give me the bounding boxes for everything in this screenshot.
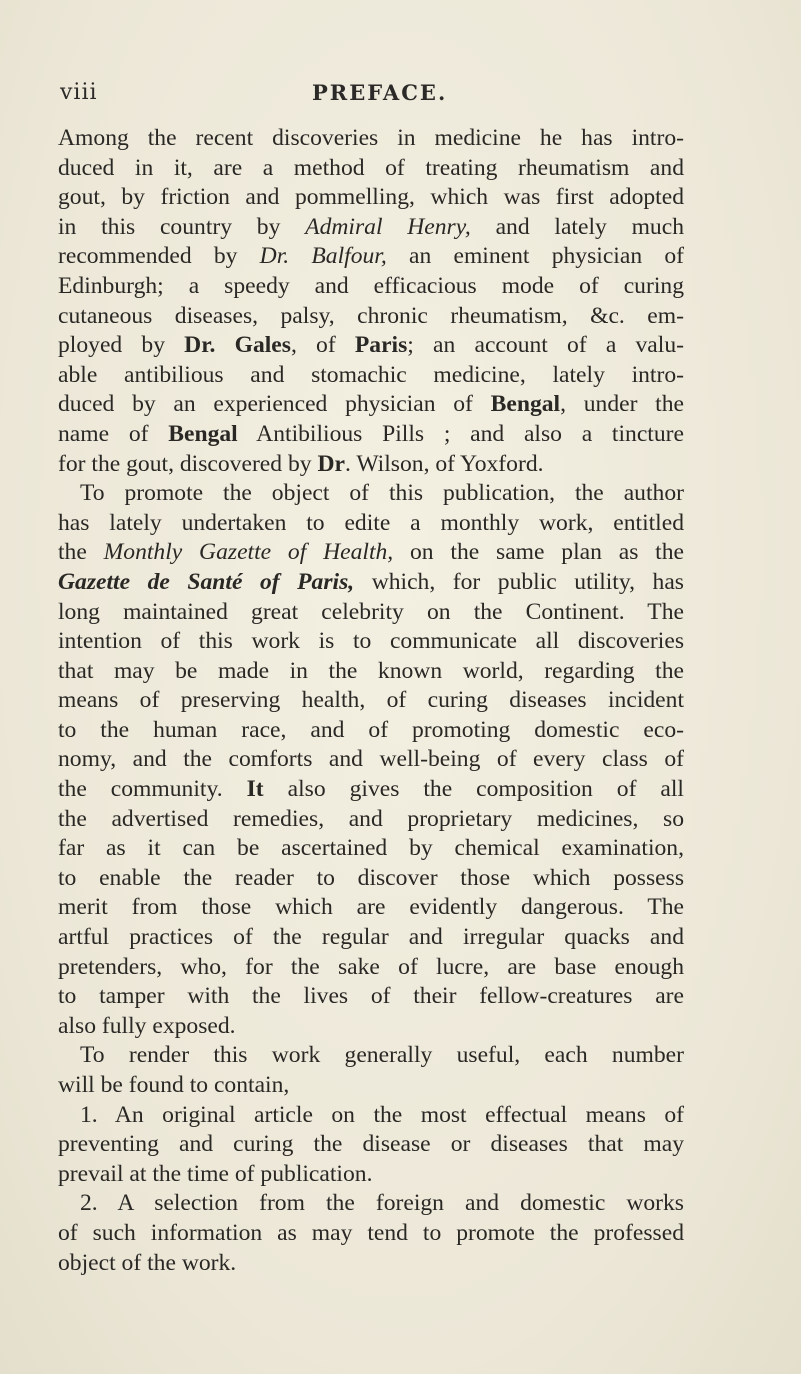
text-segment: name of: [58, 420, 169, 447]
text-segment: prevail at the time of publication.: [58, 1160, 373, 1187]
text-segment: , under the: [560, 391, 684, 418]
text-segment: an eminent physician of: [386, 243, 684, 270]
text-line: [58, 598, 684, 628]
text-segment: will be found to contain,: [58, 1072, 290, 1098]
text-segment: Gazette de Santé of Paris,: [58, 568, 355, 595]
page-number: viii: [60, 80, 98, 105]
text-segment: recommended by: [58, 243, 260, 270]
body-text: [58, 124, 684, 1278]
text-segment: the community.: [58, 776, 247, 803]
text-segment: and lately much: [470, 213, 684, 240]
text-segment: the: [58, 539, 104, 566]
running-head: PREFACE.: [312, 80, 448, 105]
text-segment: Dr. Balfour,: [259, 243, 387, 270]
page-header: [60, 80, 700, 120]
text-line: [58, 124, 684, 154]
text-segment: Admiral Henry,: [305, 213, 471, 240]
text-segment: able antibilious and stomachic medicine, lately intro-: [58, 361, 684, 388]
text-segment: Bengal: [168, 420, 238, 447]
text-segment: Dr: [317, 450, 345, 477]
text-segment: of such information as may tend to promote the professed: [58, 1219, 684, 1246]
text-segment: ; an account of a valu-: [407, 332, 684, 359]
text-segment: cutaneous diseases, palsy, chronic rheumatism, &c. em-: [58, 302, 684, 329]
text-segment: Edinburgh; a speedy and efficacious mode of curing: [58, 272, 684, 299]
text-segment: Paris: [354, 332, 408, 359]
text-line: [58, 361, 684, 391]
text-segment: 2. A selection from the foreign and domestic works: [80, 1190, 684, 1217]
text-line: [58, 982, 684, 1012]
text-segment: Bengal: [490, 391, 561, 418]
text-segment: To promote the object of this publication, the author: [80, 480, 684, 507]
text-line: [58, 331, 684, 361]
text-segment: ployed by: [58, 332, 185, 359]
text-segment: Dr. Gales: [184, 332, 291, 359]
text-line: [58, 213, 684, 243]
text-segment: artful practices of the regular and irregular quacks and: [58, 924, 684, 951]
text-line: [58, 1249, 684, 1279]
text-line: [58, 390, 684, 420]
text-line: [58, 450, 684, 480]
text-segment: . Wilson, of Yoxford.: [344, 450, 544, 477]
text-segment: , of: [290, 332, 355, 359]
text-segment: to the human race, and of promoting domestic eco-: [58, 716, 684, 743]
text-segment: merit from those which are evidently dangerous. The: [58, 894, 684, 921]
text-line: [58, 272, 684, 302]
text-segment: has lately undertaken to edite a monthly work, entitled: [58, 509, 684, 536]
text-line: [58, 538, 684, 568]
text-segment: for the gout, discovered by: [58, 450, 318, 477]
text-segment: Antibilious Pills ; and also a tincture: [237, 420, 684, 447]
text-line: [58, 1219, 684, 1249]
text-segment: also fully exposed.: [58, 1012, 236, 1039]
text-line: [58, 953, 684, 983]
text-line: [58, 1130, 684, 1160]
text-line: [58, 657, 684, 687]
text-segment: in this country by: [58, 213, 306, 240]
text-line: [58, 864, 684, 894]
text-segment: intention of this work is to communicate all discoveries: [58, 628, 684, 655]
text-line: [58, 893, 684, 923]
text-segment: to enable the reader to discover those which possess: [58, 864, 684, 891]
text-segment: the advertised remedies, and proprietary medicines, so: [58, 805, 684, 832]
text-line: [58, 183, 684, 213]
text-line: [58, 302, 684, 332]
text-segment: long maintained great celebrity on the Continent. The: [58, 598, 684, 625]
text-line: [58, 1101, 684, 1131]
text-segment: preventing and curing the disease or diseases that may: [58, 1131, 684, 1158]
text-segment: Monthly Gazette of Health,: [103, 539, 394, 566]
text-line: [58, 627, 684, 657]
text-line: [58, 1160, 684, 1190]
text-line: [58, 242, 684, 272]
text-segment: far as it can be ascertained by chemical examination,: [58, 835, 684, 862]
text-segment: It: [246, 776, 264, 803]
text-line: [58, 1041, 684, 1071]
text-line: [58, 834, 684, 864]
text-line: [58, 420, 684, 450]
text-segment: duced by an experienced physician of: [58, 391, 491, 418]
text-segment: that may be made in the known world, regarding the: [58, 657, 684, 684]
text-line: [58, 805, 684, 835]
text-segment: gout, by friction and pommelling, which was first adopted: [58, 184, 684, 211]
text-line: [58, 154, 684, 184]
text-segment: pretenders, who, for the sake of lucre, are base enough: [58, 953, 684, 980]
text-line: [58, 568, 684, 598]
text-line: [58, 479, 684, 509]
text-segment: duced in it, are a method of treating rheumatism and: [58, 154, 684, 181]
text-segment: object of the work.: [58, 1249, 237, 1276]
text-line: [58, 923, 684, 953]
text-line: [58, 1012, 684, 1042]
text-line: [58, 745, 684, 775]
text-segment: to tamper with the lives of their fellow-creatures are: [58, 983, 684, 1010]
text-segment: 1. An original article on the most effectual means of: [80, 1101, 684, 1128]
text-segment: nomy, and the comforts and well-being of every class of: [58, 746, 684, 773]
text-line: [58, 1189, 684, 1219]
text-line: [58, 509, 684, 539]
text-segment: which, for public utility, has: [354, 568, 684, 595]
text-segment: To render this work generally useful, each number: [80, 1042, 684, 1069]
text-segment: means of preserving health, of curing diseases incident: [58, 687, 684, 714]
text-segment: also gives the composition of all: [263, 776, 684, 803]
text-line: [58, 716, 684, 746]
text-line: [58, 1071, 684, 1101]
text-segment: on the same plan as the: [393, 539, 684, 566]
text-line: [58, 775, 684, 805]
text-segment: Among the recent discoveries in medicine he has intro-: [58, 125, 684, 151]
text-line: [58, 686, 684, 716]
